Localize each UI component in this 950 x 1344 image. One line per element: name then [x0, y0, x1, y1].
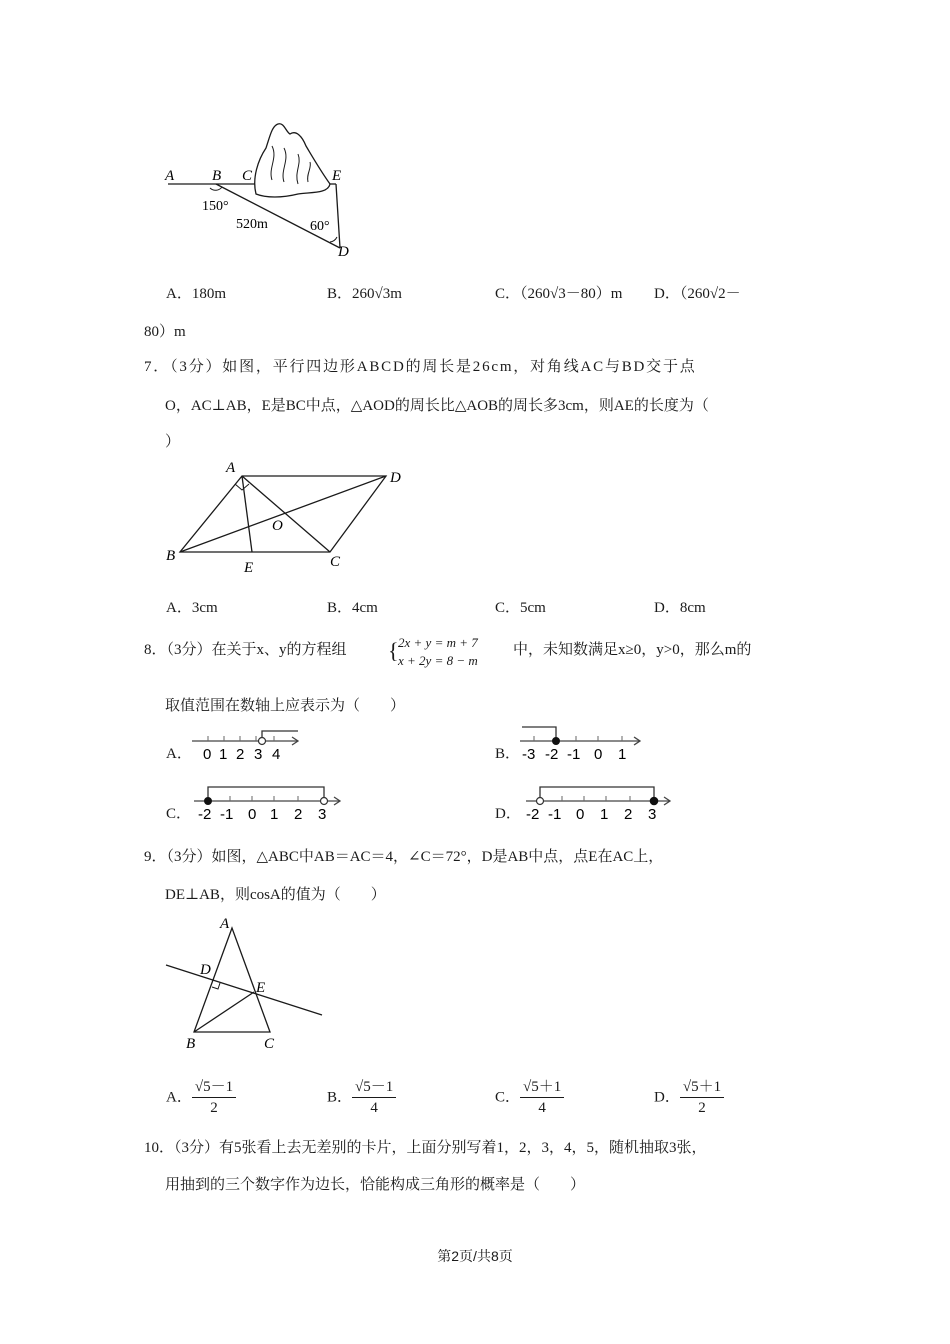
q8-c-label-1: -1 [220, 806, 234, 823]
q8-option-d-letter[interactable]: D． [495, 806, 521, 822]
q8-brace: { [388, 638, 399, 663]
q6-option-c[interactable]: C．（260√3－80）m [495, 286, 623, 302]
q8-d-label-3: 1 [600, 806, 609, 823]
q9-label-b: B [186, 1036, 196, 1052]
q8-text-line2: 取值范围在数轴上应表示为（ ） [165, 698, 406, 714]
q9-option-b[interactable]: B． $\frac{√5-1}{4}$ [327, 1078, 396, 1117]
q9-option-d[interactable]: D． $\frac{√5+1}{2}$ [654, 1078, 724, 1117]
q8-option-a-letter[interactable]: A． [166, 746, 192, 762]
q7-text-line3: ） [165, 434, 181, 450]
q8-d-label-1: -1 [548, 806, 562, 823]
q8-d-label-0: -2 [526, 806, 540, 823]
q8-text-suffix: 中，未知数满足x≥0，y>0，那么m的 [513, 642, 752, 658]
q8-d-label-5: 3 [648, 806, 657, 823]
q7-option-c[interactable]: C．5cm [495, 600, 546, 616]
q8-d-label-2: 0 [576, 806, 585, 823]
q8-b-label-0: -3 [522, 746, 536, 763]
q7-label-d: D [390, 470, 401, 486]
q10-text-line1: 10．（3分）有5张看上去无差别的卡片，上面分别写着1，2，3，4，5，随机抽取3张， [144, 1140, 707, 1156]
q9-figure [160, 910, 335, 1055]
q9-label-d: D [200, 962, 211, 978]
q9-label-c: C [264, 1036, 275, 1052]
q6-angle-d: 60° [310, 219, 330, 234]
q7-text-line1: 7．（3分）如图，平行四边形ABCD的周长是26cm，对角线AC与BD交于点 [144, 359, 697, 375]
q6-label-e: E [332, 168, 342, 184]
q8-text-prefix: 8．（3分）在关于x、y的方程组 [144, 642, 347, 658]
q6-angle-b: 150° [202, 199, 229, 214]
q8-a-label-4: 4 [272, 746, 281, 763]
q6-label-a: A [165, 168, 175, 184]
q7-text-line2: O，AC⊥AB，E是BC中点，△AOD的周长比△AOB的周长多3cm，则AE的长度为（ [165, 398, 709, 414]
q8-c-label-0: -2 [198, 806, 212, 823]
q8-option-d-numberline [524, 782, 679, 826]
q7-label-o: O [272, 518, 283, 534]
q9-option-a-fraction: $\frac{√5-1}{2}$ [192, 1078, 236, 1117]
q8-c-label-3: 1 [270, 806, 279, 823]
q7-label-c: C [330, 554, 341, 570]
q8-a-label-2: 2 [236, 746, 245, 763]
q7-option-a[interactable]: A．3cm [166, 600, 218, 616]
q6-option-a[interactable]: A．180m [166, 286, 227, 302]
q8-a-label-0: 0 [203, 746, 212, 763]
q9-option-c-fraction: $\frac{√5+1}{4}$ [520, 1078, 564, 1117]
q6-option-d-cont: 80）m [144, 324, 186, 340]
q7-option-b[interactable]: B．4cm [327, 600, 378, 616]
q8-eq2: x + 2y = 8 − m [398, 653, 478, 668]
q9-label-e: E [256, 980, 266, 996]
q9-option-c[interactable]: C． $\frac{√5+1}{4}$ [495, 1078, 564, 1117]
q9-option-d-fraction: $\frac{√5+1}{2}$ [680, 1078, 724, 1117]
q6-label-b: B [212, 168, 222, 184]
q6-label-c: C [242, 168, 253, 184]
q8-eq1: 2x + y = m + 7 [398, 635, 478, 650]
q8-option-b-numberline [518, 722, 648, 766]
q9-option-b-fraction: $\frac{√5-1}{4}$ [352, 1078, 396, 1117]
q8-b-label-4: 1 [618, 746, 627, 763]
q8-option-b-letter[interactable]: B． [495, 746, 521, 762]
q8-c-label-2: 0 [248, 806, 257, 823]
q8-option-c-numberline [192, 782, 347, 826]
q6-option-d[interactable]: D．（260√2－ [654, 286, 741, 302]
q7-label-a: A [226, 460, 236, 476]
q8-c-label-5: 3 [318, 806, 327, 823]
q7-figure [160, 456, 410, 578]
q8-b-label-3: 0 [594, 746, 603, 763]
page-footer: 第2页/共8页 [437, 1248, 513, 1264]
q8-a-label-1: 1 [219, 746, 228, 763]
q9-text-line2: DE⊥AB，则cosA的值为（ ） [165, 887, 386, 903]
q8-b-label-2: -1 [567, 746, 581, 763]
q8-b-label-1: -2 [545, 746, 559, 763]
q7-option-d[interactable]: D．8cm [654, 600, 706, 616]
q10-text-line2: 用抽到的三个数字作为边长，恰能构成三角形的概率是（ ） [165, 1177, 586, 1193]
q9-option-a[interactable]: A． $\frac{√5-1}{2}$ [166, 1078, 236, 1117]
q8-a-label-3: 3 [254, 746, 263, 763]
q6-option-b[interactable]: B．260√3m [327, 286, 402, 302]
q6-label-d: D [338, 244, 349, 260]
q7-label-e: E [244, 560, 254, 576]
q8-d-label-4: 2 [624, 806, 633, 823]
q9-label-a: A [220, 916, 230, 932]
q9-text-line1: 9．（3分）如图，△ABC中AB＝AC＝4，∠C＝72°，D是AB中点，点E在AC上， [144, 849, 664, 865]
q6-figure [160, 118, 360, 263]
q6-distance: 520m [236, 217, 268, 232]
q7-label-b: B [166, 548, 176, 564]
q8-c-label-4: 2 [294, 806, 303, 823]
q8-option-c-letter[interactable]: C． [166, 806, 192, 822]
q8-option-a-numberline [190, 726, 305, 766]
